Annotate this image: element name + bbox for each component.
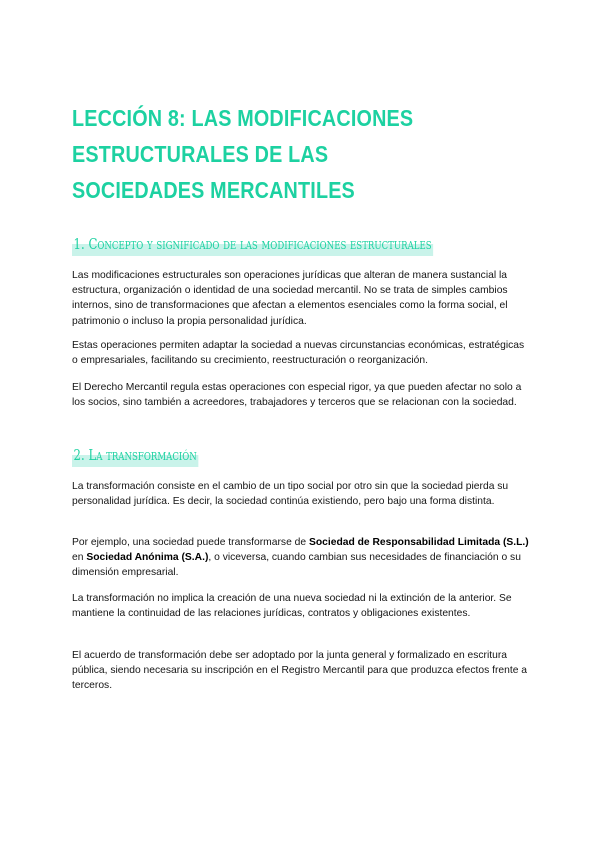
example-text-middle: en bbox=[72, 552, 87, 564]
paragraph-purpose: Estas operaciones permiten adaptar la sociedad a nuevas circunstancias económicas, estratégicas o empresariales, facilitando su crecimiento, reestructuración o reorganización. bbox=[72, 340, 525, 367]
paragraph-example bbox=[72, 535, 530, 581]
paragraph-continuity: La transformación no implica la creación de una nueva sociedad ni la extinción de la anterior. Se mantiene la continuidad de las relaciones jurídicas, contratos y obligaciones existentes. bbox=[72, 593, 512, 620]
lesson-title: LECCIÓN 8: LAS MODIFICACIONES ESTRUCTURALES DE LAS SOCIEDADES MERCANTILES bbox=[72, 105, 414, 203]
example-sl-term: Sociedad de Responsabilidad Limitada (S.L.) bbox=[308, 537, 529, 548]
paragraph-regulation: El Derecho Mercantil regula estas operaciones con especial rigor, ya que pueden afectar no solo a los socios, sino también a acreedores, trabajadores y terceros que se relacionan con la sociedad. bbox=[72, 382, 522, 409]
paragraph-definition: Las modificaciones estructurales son operaciones jurídicas que alteran de manera sustancial la estructura, organización o identidad de una sociedad mercantil. No se trata de simples cambios internos, sino de transformaciones que afectan a elementos esenciales como la forma social, el patrimonio o incluso la propia personalidad jurídica. bbox=[72, 270, 508, 327]
paragraph-transformation-definition: La transformación consiste en el cambio de un tipo social por otro sin que la sociedad pierda su personalidad jurídica. Es decir, la sociedad continúa existiendo, pero bajo una forma distinta. bbox=[72, 481, 509, 508]
section-heading-concept: 1. Concepto y significado de las modificaciones estructurales bbox=[72, 234, 433, 256]
example-sa-term: Sociedad Anónima (S.A.) bbox=[86, 552, 209, 564]
example-text-after: , o viceversa, cuando cambian sus necesidades de financiación o su dimensión empresarial. bbox=[72, 552, 521, 579]
section-heading-transformation: 2. La transformación bbox=[72, 445, 198, 467]
paragraph-formalization: El acuerdo de transformación debe ser adoptado por la junta general y formalizado en escritura pública, siendo necesaria su inscripción en el Registro Mercantil para que produzca efectos frente a terceros. bbox=[72, 650, 528, 692]
example-text-before: Por ejemplo, una sociedad puede transformarse de bbox=[72, 537, 309, 548]
